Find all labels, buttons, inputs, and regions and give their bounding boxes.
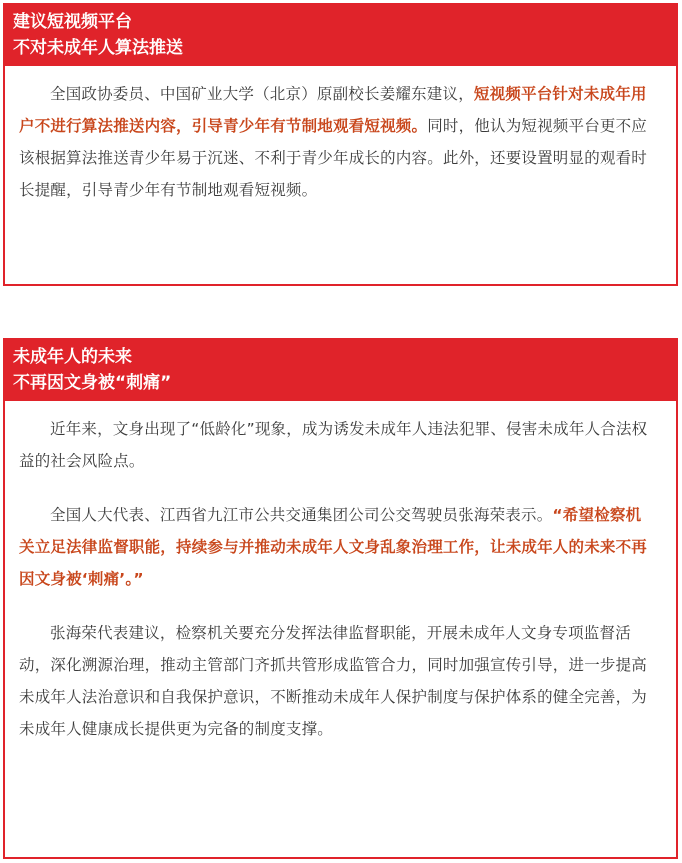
section-title-line1: 建议短视频平台 (13, 12, 132, 32)
paragraph (19, 78, 648, 206)
paragraph-text: 同时，他认为短视频平台更不应该根据算法推送青少年易于沉迷、不利于青少年成长的内容。此外，还要设置明显的观看时长提醒，引导青少年有节制地观看短视频。 (19, 117, 648, 199)
section-title-line2: 不对未成年人算法推送 (13, 38, 183, 58)
section-body (5, 401, 676, 745)
paragraph-text: 全国人大代表、江西省九江市公共交通集团公司公交驾驶员张海荣表示。 (50, 506, 553, 524)
section-card-algorithm (3, 3, 678, 286)
paragraph (19, 499, 648, 595)
paragraph: 张海荣代表建议，检察机关要充分发挥法律监督职能，开展未成年人文身专项监督活动，深化溯源治理，推动主管部门齐抓共管形成监管合力，同时加强宣传引导，进一步提高未成年人法治意识和自我保护意识，不断推动未成年人保护制度与保护体系的健全完善，为未成年人健康成长提供更为完备的制度支撑。 (19, 624, 648, 738)
highlighted-quote: “希望检察机关立足法律监督职能，持续参与并推动未成年人文身乱象治理工作，让未成年人的未来不再因文身被‘刺痛’。” (19, 506, 648, 588)
highlighted-text: 短视频平台针对未成年用户不进行算法推送内容，引导青少年有节制地观看短视频。 (19, 85, 647, 135)
section-header (3, 3, 678, 66)
section-title-line1: 未成年人的未来 (13, 347, 132, 367)
section-header (3, 338, 678, 401)
section-title-line2: 不再因文身被“刺痛” (13, 373, 172, 393)
section-body (5, 66, 676, 206)
paragraph: 近年来，文身出现了“低龄化”现象，成为诱发未成年人违法犯罪、侵害未成年人合法权益的社会风险点。 (19, 420, 648, 470)
section-card-tattoo (3, 338, 678, 859)
paragraph-text: 全国政协委员、中国矿业大学（北京）原副校长姜耀东建议， (50, 85, 474, 103)
